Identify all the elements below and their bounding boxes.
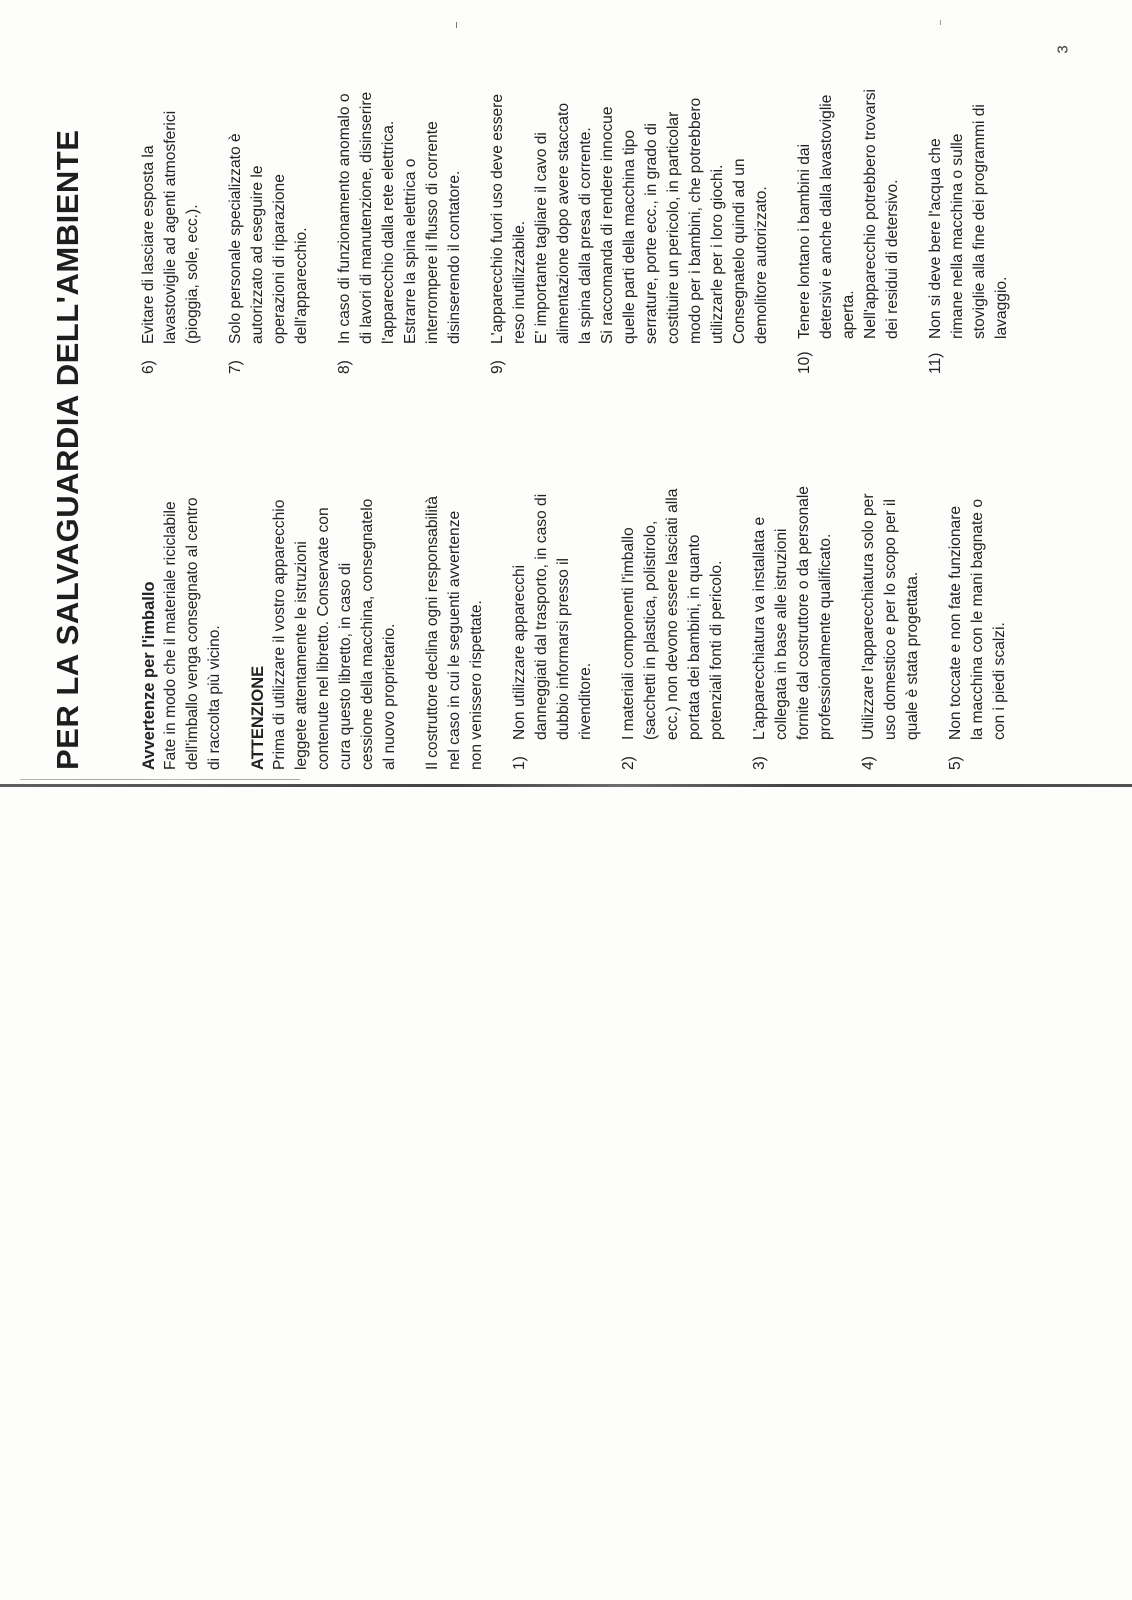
attention-title: ATTENZIONE: [249, 665, 267, 770]
body-line: di raccolta più vicino.: [206, 625, 223, 770]
body-line: collegata in base alle istruzioni: [773, 528, 790, 740]
item-number: 7): [227, 360, 244, 374]
item-number: 3): [751, 756, 768, 770]
body-line: potenziali fonti di pericolo.: [708, 560, 725, 740]
body-line: dell'imballo venga consegnato al centro: [184, 497, 201, 770]
body-line: alimentazione dopo avere staccato: [555, 103, 572, 344]
body-line: (sacchetti in plastica, polistirolo,: [642, 520, 659, 740]
body-line: lavastoviglie ad agenti atmosferici: [162, 110, 179, 344]
body-line: Utilizzare l'apparecchiatura solo per: [860, 493, 877, 740]
body-line: In caso di funzionamento anomalo o: [336, 93, 353, 344]
packaging-title: Avvertenze per l'imballo: [140, 581, 158, 770]
body-line: Nell'apparecchio potrebbero trovarsi: [862, 88, 879, 339]
item-number: 1): [511, 756, 528, 770]
body-line: Solo personale specializzato è: [227, 133, 244, 344]
body-line: autorizzato ad eseguire le: [249, 165, 266, 344]
body-line: danneggiati dal trasporto, in caso di: [533, 493, 550, 740]
body-line: Non utilizzare apparecchi: [511, 564, 528, 740]
body-line: di lavori di manutenzione, disinserire: [358, 91, 375, 344]
body-line: la spina dalla presa di corrente.: [577, 127, 594, 344]
body-line: Il costruttore declina ogni responsabilità: [424, 496, 441, 770]
body-line: Tenere lontano i bambini dai: [796, 143, 813, 339]
body-line: nel caso in cui le seguenti avvertenze: [446, 510, 463, 770]
list-item: [945, 380, 1011, 770]
body-line: non venissero rispettate.: [468, 600, 485, 770]
body-line: serrature, porte ecc., in grado di: [643, 122, 660, 344]
item-number: 2): [620, 756, 637, 770]
item-number: 10): [796, 351, 813, 374]
body-line: uso domestico e per lo scopo per il: [882, 499, 899, 740]
fold-line: [0, 784, 1132, 787]
list-item: [334, 19, 466, 374]
body-line: Fate in modo che il materiale riciclabile: [162, 501, 179, 770]
body-line: Non si deve bere l'acqua che: [927, 138, 944, 339]
body-line: (pioggia, sole, ecc.).: [184, 204, 201, 344]
body-line: quelle parti della macchina tipo: [621, 129, 638, 344]
item-number: 6): [140, 360, 157, 374]
item-number: 9): [489, 360, 506, 374]
item-number: 8): [336, 360, 353, 374]
body-line: contenute nel libretto. Conservate con: [315, 507, 332, 770]
body-line: reso inutilizzabile.: [511, 220, 528, 344]
item-number: 11): [927, 352, 944, 374]
list-item: [138, 19, 204, 374]
left-column: [138, 380, 1032, 770]
item-number: 4): [860, 756, 877, 770]
list-item: [925, 19, 1013, 374]
page-number: 3: [1054, 45, 1072, 54]
body-line: aperta.: [840, 290, 857, 339]
fold-line: [20, 779, 300, 780]
body-line: l'apparecchio dalla rete elettrica.: [380, 120, 397, 344]
body-line: dubbio informarsi presso il: [555, 557, 572, 740]
body-line: la macchina con le mani bagnate o: [969, 499, 986, 740]
body-line: ecc.) non devono essere lasciati alla: [664, 488, 681, 740]
body-line: stoviglie alla fine dei programmi di: [971, 104, 988, 339]
body-line: demolitore autorizzato.: [753, 186, 770, 344]
page-title: PER LA SALVAGUARDIA DELL'AMBIENTE: [50, 129, 85, 770]
body-line: cessione della macchina, consegnatelo: [359, 498, 376, 770]
body-line: portata dei bambini, in quanto: [686, 534, 703, 740]
list-item: [749, 380, 837, 770]
body-line: interrompere il flusso di corrente: [424, 121, 441, 344]
body-line: Si raccomanda di rendere innocue: [599, 106, 616, 344]
body-line: L'apparecchio fuori uso deve essere: [489, 93, 506, 344]
disclaimer-section: [422, 380, 488, 770]
body-line: lavaggio.: [993, 276, 1010, 339]
list-item: [794, 19, 904, 374]
list-item: [858, 380, 924, 770]
list-item: [487, 19, 773, 374]
packaging-section: [138, 380, 226, 770]
body-line: con i piedi scalzi.: [991, 622, 1008, 740]
body-line: professionalmente qualificato.: [817, 533, 834, 740]
body-line: utilizzarle per i loro giochi.: [709, 164, 726, 344]
list-item: [618, 380, 728, 770]
rotated-content: [50, 20, 1090, 770]
body-line: E' importante tagliare il cavo di: [533, 132, 550, 344]
body-line: Prima di utilizzare il vostro apparecchio: [271, 499, 288, 770]
body-line: rimane nella macchina o sulle: [949, 133, 966, 339]
body-line: L'apparecchiatura va installata e: [751, 516, 768, 740]
list-item: [225, 19, 313, 374]
body-line: quale è stata progettata.: [904, 571, 921, 740]
body-line: rivenditore.: [577, 662, 594, 740]
body-line: Consegnatelo quindi ad un: [731, 158, 748, 344]
body-line: leggete attentamente le istruzioni: [293, 541, 310, 770]
body-line: operazioni di riparazione: [271, 174, 288, 344]
body-line: Non toccate e non fate funzionare: [947, 505, 964, 740]
body-line: detersivi e anche dalla lavastoviglie: [818, 94, 835, 339]
body-line: dell'apparecchio.: [293, 227, 310, 344]
body-line: al nuovo proprietario.: [381, 623, 398, 770]
right-column: [138, 19, 1034, 374]
item-number: 5): [947, 756, 964, 770]
body-line: Estrarre la spina elettrica o: [402, 158, 419, 344]
attention-section: [247, 380, 401, 770]
body-line: Evitare di lasciare esposta la: [140, 145, 157, 344]
body-line: modo per i bambini, che potrebbero: [687, 97, 704, 344]
body-line: cura questo libretto, in caso di: [337, 562, 354, 770]
body-line: disinserendo il contatore.: [446, 170, 463, 344]
body-line: I materiali componenti l'imballo: [620, 527, 637, 740]
list-item: [509, 380, 597, 770]
body-line: dei residui di detersivo.: [884, 179, 901, 339]
body-line: fornite dal costruttore o da personale: [795, 486, 812, 740]
body-line: costituire un pericolo, in particolar: [665, 111, 682, 344]
